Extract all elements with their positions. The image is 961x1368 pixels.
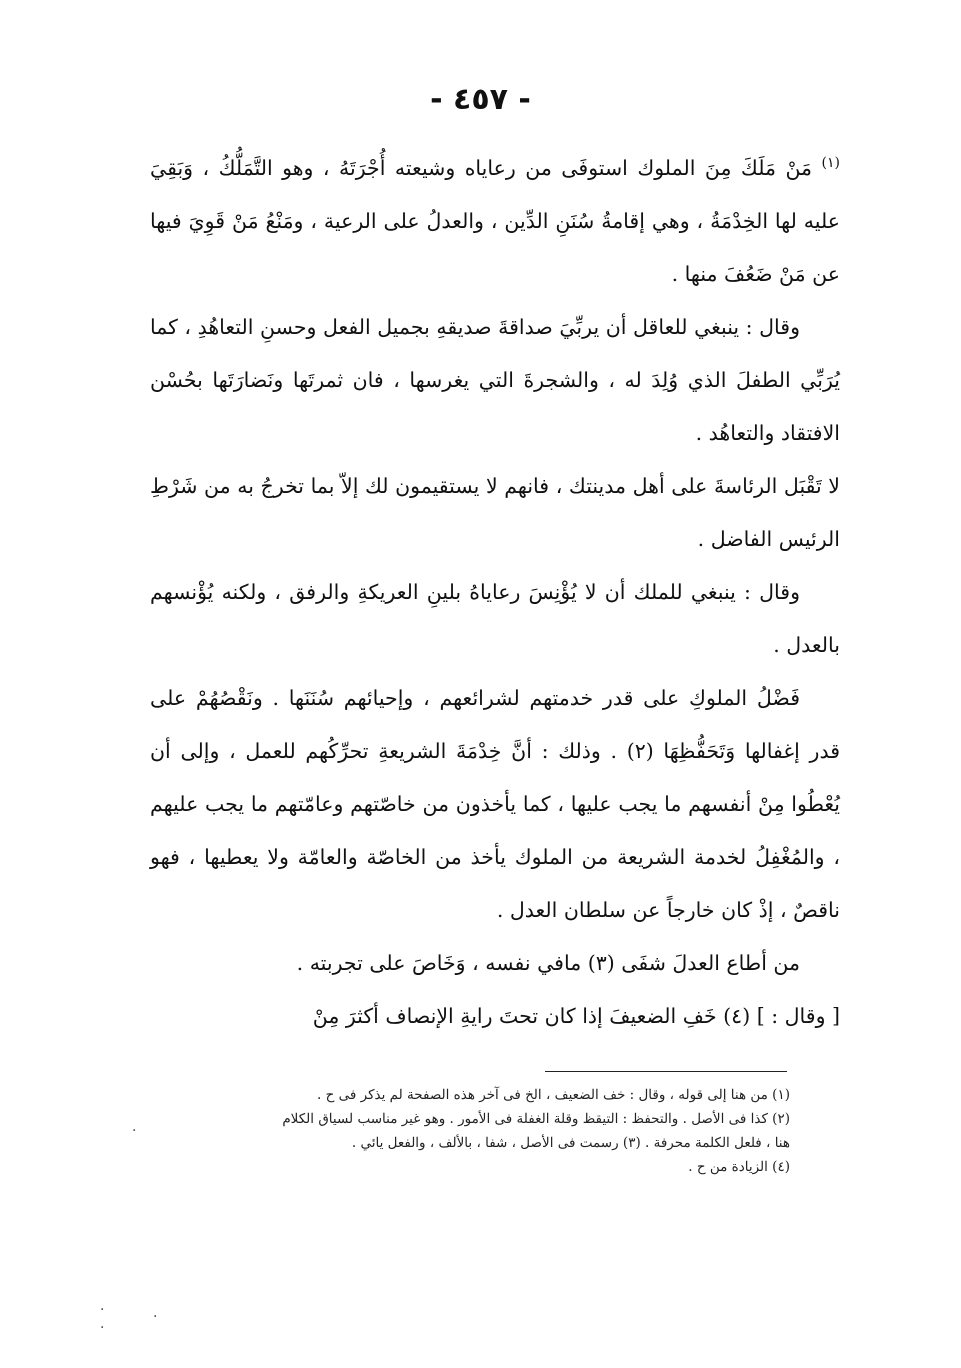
footnotes [150, 1083, 790, 1179]
footnote-ref: (١) [821, 155, 840, 172]
paragraph-text: [ وقال : ] (٤) خَفِ الضعيفَ إذا كان تحتَ رايةِ الإنصاف أكثرَ مِنْ [312, 1004, 840, 1028]
paragraph-text: لا تَقْبَل الرئاسةَ على أهل مدينتك ، فانهم لا يستقيمون لك إلاّ بما تخرجُ به من شَرْطِ الرئيس الفاضل . [150, 474, 840, 551]
paragraph-1 [150, 142, 840, 301]
paragraph-5 [150, 672, 840, 937]
footnote-line: (٤) الزيادة من ح . [688, 1159, 790, 1175]
body-text [150, 142, 840, 1043]
paragraph-text: مَنْ مَلَكَ مِنَ الملوك استوفَى من رعاياه وشيعته أُجْرَتَهُ ، وهو التَّمَلُّكُ ، وَبَقِيَ عليه لها الخِدْمَةُ ، وهي إقامةُ سُنَنِ الدِّين ، والعدلُ على الرعية ، ومَنْعُ مَنْ قَوِيَ فيها عن مَنْ ضَعُفَ منها . [150, 156, 840, 286]
page-number: - ٤٥٧ - [430, 82, 531, 117]
footnote-line: (١) من هنا إلى قوله ، وقال : خف الضعيف ، الخ فى آخر هذه الصفحة لم يذكر فى ح . [317, 1087, 790, 1103]
paragraph-text: وقال : ينبغي للملك أن لا يُؤْنِسَ رعاياهُ بلينِ العريكةِ والرفق ، ولكنه يُؤْنسهم بالعدل . [150, 580, 840, 657]
scan-speck: · [132, 1123, 137, 1139]
paragraph-text: وقال : ينبغي للعاقل أن يربِّيَ صداقةَ صديقهِ بجميل الفعل وحسنِ التعاهُدِ ، كما يُرَبِّي الطفلَ الذي وُلِدَ له ، والشجرةَ التي يغرسها ، فان ثمرتَها ونَضارَتَها بحُسْن الافتقاد والتعاهُد . [150, 315, 840, 445]
paragraph-text: فَضْلُ الملوكِ على قدر خدمتهم لشرائعهم ، وإحيائهم سُنَنَها . ونَقْصُهُمْ على قدر إغفالها وَتَحَفُّظِهَا (٢) . وذلك : أنَّ خِدْمَةَ الشريعةِ تحرِّكُهم للعمل ، وإلى أن يُعْطُوا مِنْ أنفسهم ما يجب عليها ، كما يأخذون من خاصّتهم وعامّتهم ما يجب عليهم ، والمُغْفِلُ لخدمة الشريعة من الملوك يأخذ من الخاصّة والعامّة ولا يعطيها ، فهو ناقصٌ ، إذْ كان خارجاً عن سلطان العدل . [150, 686, 841, 922]
footnote-line: (٢) كذا فى الأصل . والتحفظ : التيقظ وقلة الغفلة فى الأمور . وهو غير مناسب لسياق الكلام [282, 1111, 790, 1127]
scan-speck: · [100, 1320, 105, 1336]
paragraph-7 [150, 990, 840, 1043]
footnote-divider [545, 1071, 787, 1072]
paragraph-4 [150, 566, 840, 672]
footnote-line: هنا ، فلعل الكلمة محرفة . (٣) رسمت فى الأصل ، شفا ، بالألف ، والفعل يائي . [351, 1135, 790, 1151]
paragraph-6 [150, 937, 840, 990]
paragraph-2 [150, 301, 840, 460]
scan-speck: · [153, 1309, 158, 1325]
paragraph-text: من أطاع العدلَ شفَى (٣) مافي نفسه ، وَخَاصَ على تجربته . [296, 951, 800, 975]
scan-speck: · [100, 1302, 105, 1318]
paragraph-3 [150, 460, 840, 566]
